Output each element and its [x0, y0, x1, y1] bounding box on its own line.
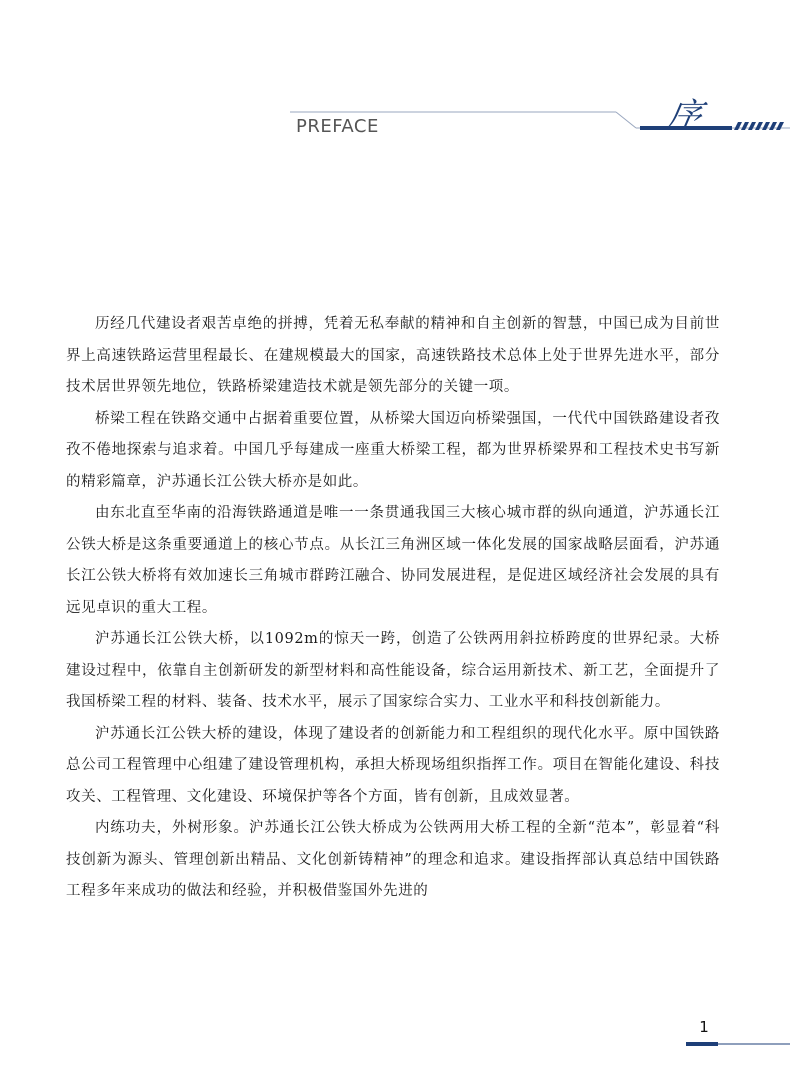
- paragraph: 沪苏通长江公铁大桥的建设，体现了建设者的创新能力和工程组织的现代化水平。原中国铁路总公司工程管理中心组建了建设管理机构，承担大桥现场组织指挥工作。项目在智能化建设、科技攻关、工程管理、文化建设、环境保护等各个方面，皆有创新，且成效显著。: [66, 725, 720, 805]
- paragraph: 由东北直至华南的沿海铁路通道是唯一一条贯通我国三大核心城市群的纵向通道，沪苏通长江公铁大桥是这条重要通道上的核心节点。从长江三角洲区域一体化发展的国家战略层面看，沪苏通长江公铁大桥将有效加速长三角城市群跨江融合、协同发展进程，是促进区域经济社会发展的具有远见卓识的重大工程。: [66, 505, 720, 616]
- page-number: 1: [699, 1018, 709, 1036]
- header-line-bend: [616, 112, 636, 128]
- page-header: [0, 0, 790, 150]
- footer-rule: [686, 1042, 790, 1048]
- paragraph: 历经几代建设者艰苦卓绝的拼搏，凭着无私奉献的精神和自主创新的智慧，中国已成为目前世界上高速铁路运营里程最长、在建规模最大的国家，高速铁路技术总体上处于世界先进水平，部分技术居世界领先地位，铁路桥梁建造技术就是领先部分的关键一项。: [66, 316, 720, 395]
- paragraph: 沪苏通长江公铁大桥，以1092m的惊天一跨，创造了公铁两用斜拉桥跨度的世界纪录。大桥建设过程中，依靠自主创新研发的新型材料和高性能设备，综合运用新技术、新工艺，全面提升了我国桥梁工程的材料、装备、技术水平，展示了国家综合实力、工业水平和科技创新能力。: [66, 631, 720, 710]
- preface-label: PREFACE: [296, 116, 379, 137]
- paragraph: 内练功夫，外树形象。沪苏通长江公铁大桥成为公铁两用大桥工程的全新“范本”，彰显着“科技创新为源头、管理创新出精品、文化创新铸精神”的理念和追求。建设指挥部认真总结中国铁路工程多年来成功的做法和经验，并积极借鉴国外先进的: [66, 820, 720, 899]
- paragraph: 桥梁工程在铁路交通中占据着重要位置，从桥梁大国迈向桥梁强国，一代代中国铁路建设者孜孜不倦地探索与追求着。中国几乎每建成一座重大桥梁工程，都为世界桥梁界和工程技术史书写新的精彩篇章，沪苏通长江公铁大桥亦是如此。: [66, 410, 720, 490]
- chapter-title: 序: [663, 96, 705, 136]
- preface-body: [66, 309, 720, 908]
- header-hatch-marks: [734, 122, 784, 130]
